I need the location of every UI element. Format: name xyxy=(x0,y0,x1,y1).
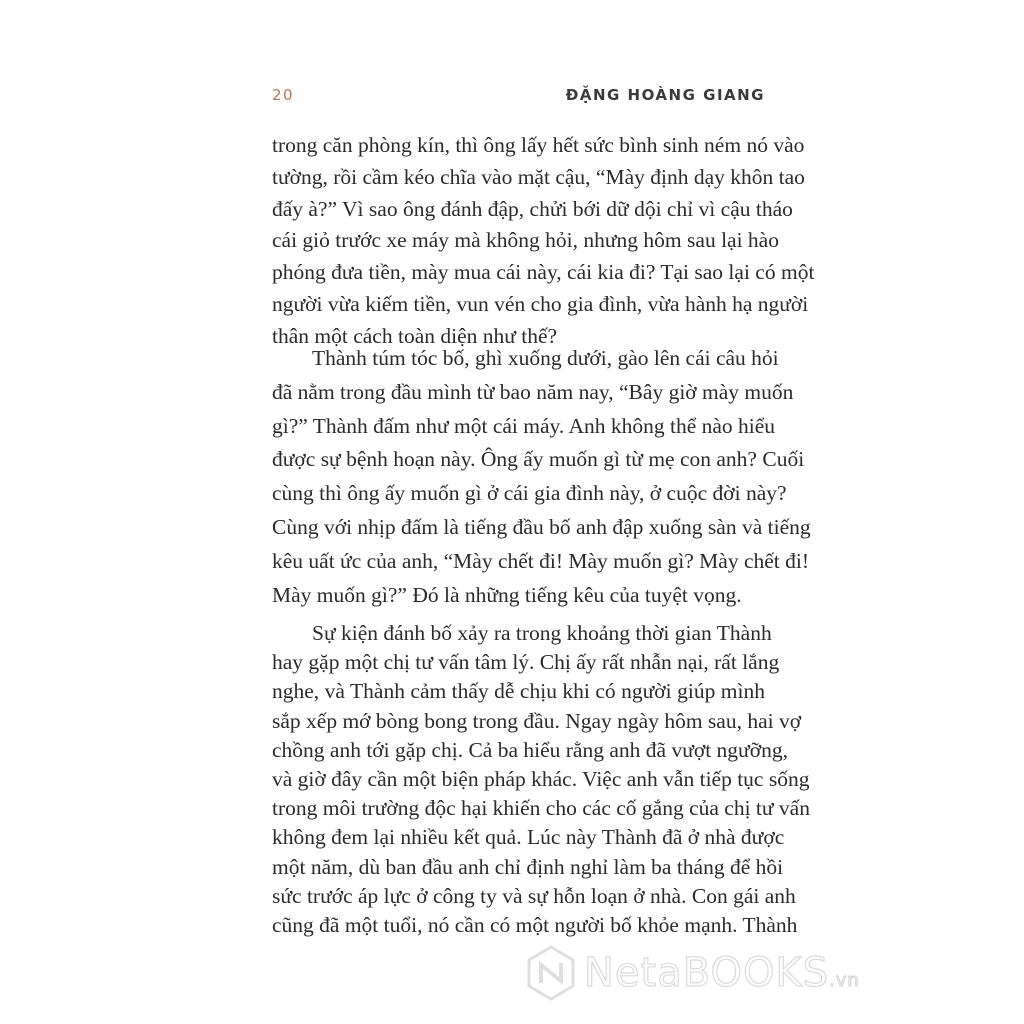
text-line: và giờ đây cần một biện pháp khác. Việc anh vẫn tiếp tục sống xyxy=(272,767,810,792)
text-line: cũng đã một tuổi, nó cần có một người bố khỏe mạnh. Thành xyxy=(272,913,798,938)
text-line: không đem lại nhiều kết quả. Lúc này Thành đã ở nhà được xyxy=(272,825,785,850)
text-line: cùng thì ông ấy muốn gì ở cái gia đình này, ở cuộc đời này? xyxy=(272,481,787,506)
text-line: hay gặp một chị tư vấn tâm lý. Chị ấy rất nhẫn nại, rất lắng xyxy=(272,650,780,675)
text-line: trong căn phòng kín, thì ông lấy hết sức bình sinh ném nó vào xyxy=(272,133,805,157)
text-line: thân một cách toàn diện như thế? xyxy=(272,323,558,348)
text-line: sức trước áp lực ở công ty và sự hỗn loạn ở nhà. Con gái anh xyxy=(272,883,796,908)
page-number: 20 xyxy=(272,86,295,104)
text-line: gì?” Thành đấm như một cái máy. Anh không thể nào hiểu xyxy=(272,413,776,438)
text-line: kêu uất ức của anh, “Mày chết đi! Mày muốn gì? Mày chết đi! xyxy=(272,548,810,573)
text-line: người vừa kiếm tiền, vun vén cho gia đình, vừa hành hạ người xyxy=(272,291,809,316)
text-line: chồng anh tới gặp chị. Cả ba hiểu rằng anh đã vượt ngưỡng, xyxy=(272,737,788,762)
watermark xyxy=(526,945,860,1001)
text-line: tường, rồi cầm kéo chĩa vào mặt cậu, “Mày định dạy khôn tao xyxy=(272,164,805,189)
text-line: phóng đưa tiền, mày mua cái này, cái kia đi? Tại sao lại có một xyxy=(272,260,815,285)
text-line: một năm, dù ban đầu anh chỉ định nghỉ làm ba tháng để hồi xyxy=(272,854,784,879)
paragraph-2 xyxy=(272,342,811,612)
watermark-text: NetaBOOKS.vn xyxy=(584,950,860,996)
text-line: nghe, và Thành cảm thấy dễ chịu khi có người giúp mình xyxy=(272,679,765,704)
text-line: Mày muốn gì?” Đó là những tiếng kêu của tuyệt vọng. xyxy=(272,582,742,607)
text-line: trong môi trường độc hại khiến cho các cố gắng của chị tư vấn xyxy=(272,796,810,821)
text-line: Thành túm tóc bố, ghì xuống dưới, gào lên cái câu hỏi xyxy=(312,346,779,370)
paragraph-1 xyxy=(272,130,815,353)
text-line: sắp xếp mớ bòng bong trong đầu. Ngay ngày hôm sau, hai vợ xyxy=(272,708,802,733)
text-line: Cùng với nhịp đấm là tiếng đầu bố anh đập xuống sàn và tiếng xyxy=(272,514,811,539)
text-line: đã nằm trong đầu mình từ bao năm nay, “Bây giờ mày muốn xyxy=(272,379,794,404)
text-line: Sự kiện đánh bố xảy ra trong khoảng thời gian Thành xyxy=(312,621,772,645)
text-line: được sự bệnh hoạn này. Ông ấy muốn gì từ mẹ con anh? Cuối xyxy=(272,447,805,472)
text-line: đấy à?” Vì sao ông đánh đập, chửi bới dữ dội chỉ vì cậu tháo xyxy=(272,196,793,221)
text-line: cái giỏ trước xe máy mà không hỏi, nhưng hôm sau lại hào xyxy=(272,228,779,253)
running-header-author: ĐẶNG HOÀNG GIANG xyxy=(565,86,765,104)
paragraph-3 xyxy=(272,619,810,940)
netabooks-logo-icon xyxy=(526,945,576,1001)
